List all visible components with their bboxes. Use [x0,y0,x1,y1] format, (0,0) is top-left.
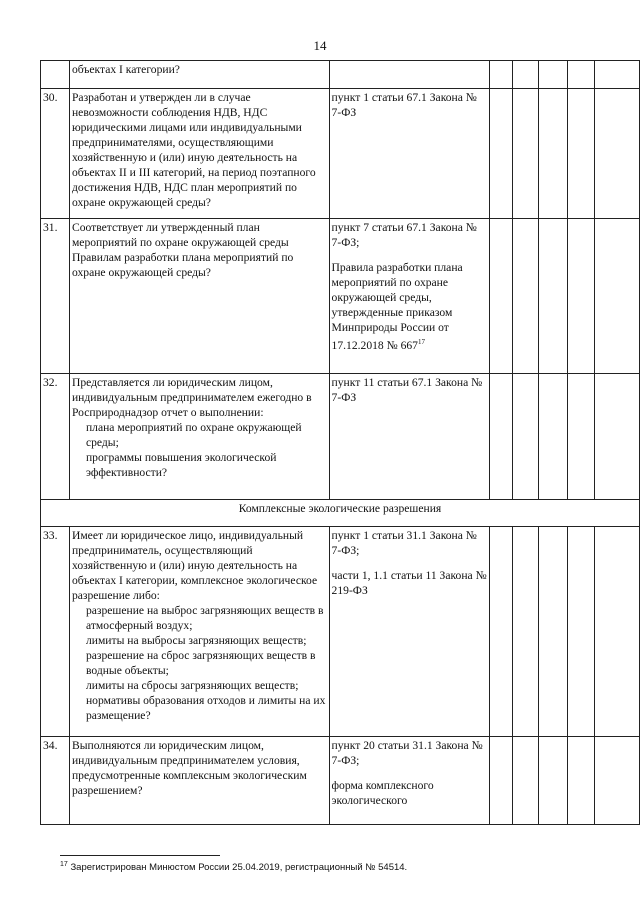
answer-cell[interactable] [490,219,513,374]
answer-cell[interactable] [539,89,568,219]
row-number-cell [41,61,70,89]
table-row [41,89,640,219]
question-cell: Разработан и утвержден ли в случае невозможности соблюдения НДВ, НДС юридическими лицами или индивидуальными предпринимателями, осуществляющими хозяйственную и (или) иную деятельность на объектах II и III категорий, на период поэтапного достижения НДВ, НДС план мероприятий по охране окружающей среды? [69,89,329,219]
basis-cell [329,61,490,89]
answer-cell[interactable] [513,374,539,500]
comment-cell[interactable] [595,219,640,374]
basis-cell: пункт 1 статьи 67.1 Закона № 7-ФЗ [329,89,490,219]
table-row [41,527,640,737]
comment-cell[interactable] [595,374,640,500]
basis-cell: пункт 7 статьи 67.1 Закона № 7-ФЗ; Правила разработки плана мероприятий по охране окружающей среды, утвержденные приказом Минприроды России от 17.12.2018 № $667^{17}$ [329,219,490,374]
row-number-cell: 30. [41,89,70,219]
comment-cell[interactable] [595,89,640,219]
row-number-cell: 32. [41,374,70,500]
answer-cell[interactable] [513,61,539,89]
answer-cell[interactable] [568,89,595,219]
page-number: 14 [313,38,327,53]
footnote-marker: 17 [60,861,68,868]
question-cell: Выполняются ли юридическим лицом, индивидуальным предпринимателем условия, предусмотренные комплексным экологическим разрешением? [69,737,329,825]
question-cell: Представляется ли юридическим лицом, индивидуальным предпринимателем ежегодно в Росприроднадзор отчет о выполнении: плана мероприятий по охране окружающей среды; программы повышения экологической эффективности? [69,374,329,500]
basis-cell: пункт 11 статьи 67.1 Закона № 7-ФЗ [329,374,490,500]
row-number-cell: 33. [41,527,70,737]
basis-cell: пункт 20 статьи 31.1 Закона № 7-ФЗ; форма комплексного экологического [329,737,490,825]
answer-cell[interactable] [568,61,595,89]
section-row [41,500,640,527]
answer-cell[interactable] [490,89,513,219]
answer-cell[interactable] [568,527,595,737]
table-row [41,374,640,500]
answer-cell[interactable] [539,61,568,89]
basis-cell: пункт 1 статьи 31.1 Закона № 7-ФЗ; части 1, 1.1 статьи 11 Закона № 219-ФЗ [329,527,490,737]
answer-cell[interactable] [513,219,539,374]
comment-cell[interactable] [595,61,640,89]
row-number-cell: 31. [41,219,70,374]
answer-cell[interactable] [568,374,595,500]
question-cell: объектах I категории? [69,61,329,89]
answer-cell[interactable] [490,527,513,737]
answer-cell[interactable] [513,527,539,737]
checklist-table [40,60,640,825]
footnote-ref[interactable]: 17 [417,338,425,346]
footnote-divider [60,855,220,856]
table-row [41,737,640,825]
comment-cell[interactable] [595,737,640,825]
answer-cell[interactable] [539,374,568,500]
answer-cell[interactable] [539,737,568,825]
table-row [41,219,640,374]
section-title: Комплексные экологические разрешения [41,500,640,527]
answer-cell[interactable] [490,61,513,89]
answer-cell[interactable] [539,527,568,737]
table-row [41,61,640,89]
answer-cell[interactable] [490,737,513,825]
answer-cell[interactable] [513,737,539,825]
answer-cell[interactable] [568,219,595,374]
answer-cell[interactable] [513,89,539,219]
question-cell: Имеет ли юридическое лицо, индивидуальный предприниматель, осуществляющий хозяйственную и (или) иную деятельность на объектах I категории, комплексное экологическое разрешение либо: разрешение на выброс загрязняющих веществ в атмосферный воздух; лимиты на выбросы загрязняющих веществ; разрешение на сброс загрязняющих веществ в водные объекты; лимиты на сбросы загрязняющих веществ; нормативы образования отходов и лимиты на их размещение? [69,527,329,737]
answer-cell[interactable] [490,374,513,500]
comment-cell[interactable] [595,527,640,737]
answer-cell[interactable] [539,219,568,374]
footnote [60,861,407,873]
footnote-text: Зарегистрирован Минюстом России 25.04.2019, регистрационный № 54514. [70,862,408,874]
answer-cell[interactable] [568,737,595,825]
row-number-cell: 34. [41,737,70,825]
question-cell: Соответствует ли утвержденный план мероприятий по охране окружающей среды Правилам разработки плана мероприятий по охране окружающей среды? [69,219,329,374]
